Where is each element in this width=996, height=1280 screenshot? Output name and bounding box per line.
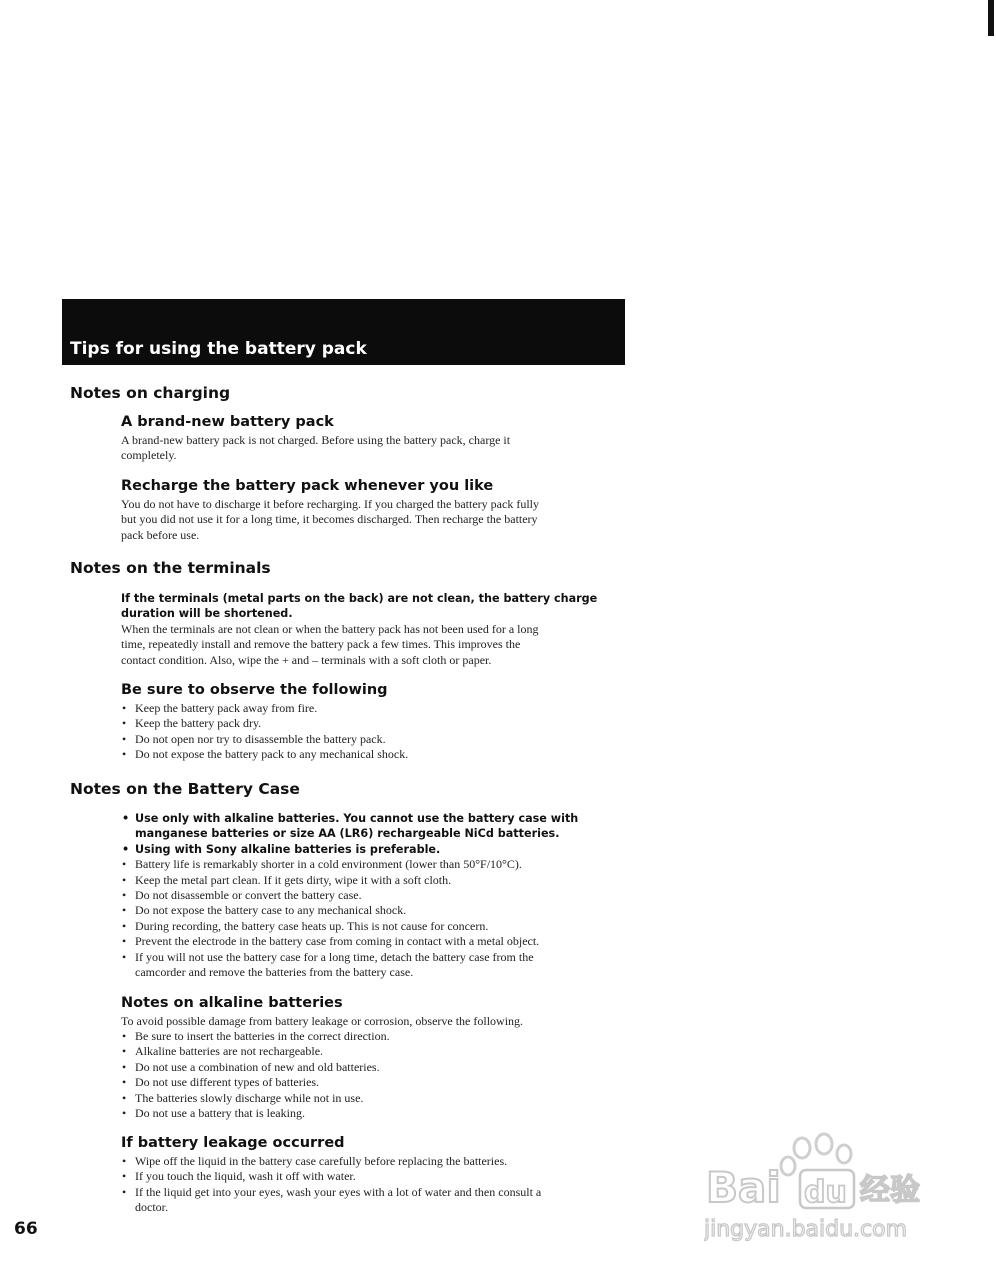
text-line: manganese batteries or size AA (LR6) rechargeable NiCd batteries. [135, 827, 560, 841]
text-line: duration will be shortened. [121, 607, 293, 621]
text-line: but you did not use it for a long time, it becomes discharged. Then recharge the battery [121, 512, 538, 527]
text-line: A brand-new battery pack is not charged. Before using the battery pack, charge it [121, 433, 511, 447]
list-item: • Do not expose the battery case to any mechanical shock. [121, 903, 626, 918]
text-line: You do not have to discharge it before recharging. If you charged the battery pack fully [121, 497, 539, 511]
text-line: time, repeatedly install and remove the battery pack a few times. This improves the [121, 637, 521, 652]
subheading-brand-new-pack: A brand-new battery pack [121, 414, 334, 430]
terminals-warning [121, 591, 601, 622]
list-item: • The batteries slowly discharge while not in use. [121, 1091, 626, 1106]
paragraph-terminals [121, 622, 626, 668]
list-item: • Do not expose the battery pack to any mechanical shock. [121, 747, 626, 762]
section-banner [62, 299, 625, 365]
list-item: • Do not disassemble or convert the battery case. [121, 888, 626, 903]
list-observe [121, 701, 626, 763]
heading-notes-on-battery-case: Notes on the Battery Case [70, 780, 300, 798]
page-number: 66 [14, 1219, 38, 1239]
list-item: • Do not use different types of batteries. [121, 1075, 626, 1090]
list-item: • Battery life is remarkably shorter in a cold environment (lower than 50°F/10°C). [121, 857, 626, 872]
list-leakage [121, 1154, 626, 1216]
text-line: If the terminals (metal parts on the back) are not clean, the battery charge [121, 592, 598, 605]
watermark-url: jingyan.baidu.com [704, 1217, 908, 1242]
list-item: • If you will not use the battery case for a long time, detach the battery case from the [121, 950, 626, 965]
subheading-alkaline: Notes on alkaline batteries [121, 995, 343, 1011]
list-item: • Using with Sony alkaline batteries is preferable. [121, 842, 626, 857]
text-line: When the terminals are not clean or when the battery pack has not been used for a long [121, 622, 539, 636]
list-alkaline [121, 1029, 626, 1121]
list-item: • Use only with alkaline batteries. You cannot use the battery case with [121, 811, 626, 826]
baidu-jingyan-watermark-logo [704, 1132, 940, 1252]
paragraph-recharge [121, 497, 626, 543]
list-item: • Be sure to insert the batteries in the correct direction. [121, 1029, 626, 1044]
banner-title: Tips for using the battery pack [70, 339, 367, 359]
watermark-brand-tail: du [804, 1175, 847, 1210]
text-line: doctor. [135, 1200, 168, 1215]
list-item: • Keep the battery pack away from fire. [121, 701, 626, 716]
list-battery-case [121, 811, 626, 980]
list-item: • Prevent the electrode in the battery case from coming in contact with a metal object. [121, 934, 626, 949]
text-line: contact condition. Also, wipe the + and – terminals with a soft cloth or paper. [121, 652, 492, 667]
crop-mark [988, 0, 994, 36]
list-item: • If you touch the liquid, wash it off with water. [121, 1169, 626, 1184]
list-item: • Alkaline batteries are not rechargeable. [121, 1044, 626, 1059]
list-item: • Do not open nor try to disassemble the battery pack. [121, 732, 626, 747]
list-item: • Wipe off the liquid in the battery case carefully before replacing the batteries. [121, 1154, 626, 1169]
subheading-leakage: If battery leakage occurred [121, 1135, 345, 1151]
list-item-continued [121, 826, 626, 841]
list-item: • During recording, the battery case heats up. This is not cause for concern. [121, 919, 626, 934]
subheading-recharge: Recharge the battery pack whenever you like [121, 478, 494, 494]
heading-notes-on-terminals: Notes on the terminals [70, 559, 271, 577]
paragraph-brand-new-pack [121, 433, 626, 464]
text-line: camcorder and remove the batteries from the battery case. [135, 965, 414, 980]
list-item: • Keep the battery pack dry. [121, 716, 626, 731]
watermark-brand: Bai [706, 1163, 781, 1212]
list-item-continued [121, 1200, 626, 1215]
list-item: • Do not use a battery that is leaking. [121, 1106, 626, 1121]
paragraph-alkaline-intro: To avoid possible damage from battery leakage or corrosion, observe the following. [121, 1014, 524, 1028]
list-item: • Keep the metal part clean. If it gets dirty, wipe it with a soft cloth. [121, 873, 626, 888]
subheading-observe: Be sure to observe the following [121, 682, 388, 698]
list-item: • Do not use a combination of new and old batteries. [121, 1060, 626, 1075]
heading-notes-on-charging: Notes on charging [70, 384, 231, 402]
list-item: • If the liquid get into your eyes, wash your eyes with a lot of water and then consult a [121, 1185, 626, 1200]
text-line: completely. [121, 448, 177, 463]
text-line: pack before use. [121, 527, 200, 542]
watermark-cn-label: 经验 [860, 1173, 920, 1208]
list-item-continued [121, 965, 626, 980]
